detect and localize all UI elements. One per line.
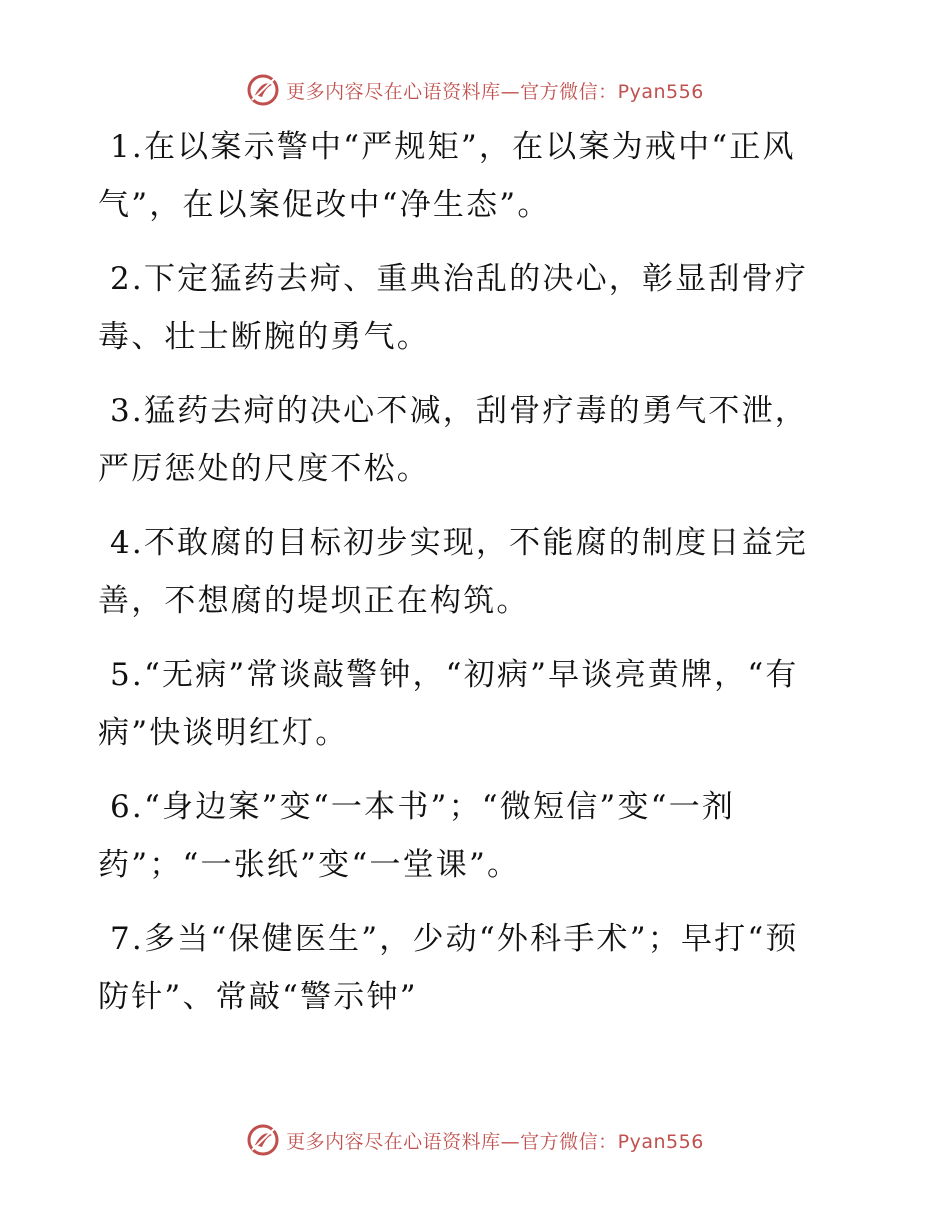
document-body bbox=[98, 118, 828, 1042]
wechat-id: Pyan556 bbox=[617, 1130, 704, 1153]
list-item-6: 6.“身边案”变“一本书”；“微短信”变“一剂药”；“一张纸”变“一堂课”。 bbox=[98, 789, 736, 883]
logo-icon bbox=[246, 1123, 280, 1157]
watermark-text: 更多内容尽在心语资料库—官方微信：Pyan556 bbox=[286, 80, 704, 103]
list-item-5: 5.“无病”常谈敲警钟，“初病”早谈亮黄牌，“有病”快谈明红灯。 bbox=[98, 657, 799, 751]
list-item-4: 4.不敢腐的目标初步实现，不能腐的制度日益完善，不想腐的堤坝正在构筑。 bbox=[98, 525, 808, 619]
list-item-3: 3.猛药去疴的决心不减，刮骨疗毒的勇气不泄，严厉惩处的尺度不松。 bbox=[98, 393, 808, 487]
list-item-2: 2.下定猛药去疴、重典治乱的决心，彰显刮骨疗毒、壮士断腕的勇气。 bbox=[98, 261, 808, 355]
wechat-id: Pyan556 bbox=[617, 80, 704, 103]
list-item-7: 7.多当“保健医生”，少动“外科手术”；早打“预防针”、常敲“警示钟” bbox=[98, 921, 799, 1015]
logo-icon bbox=[246, 73, 280, 107]
watermark-text: 更多内容尽在心语资料库—官方微信：Pyan556 bbox=[286, 1130, 704, 1153]
footer-watermark bbox=[0, 1120, 950, 1160]
list-item-1: 1.在以案示警中“严规矩”，在以案为戒中“正风气”，在以案促改中“净生态”。 bbox=[98, 129, 796, 223]
header-watermark bbox=[0, 70, 950, 110]
